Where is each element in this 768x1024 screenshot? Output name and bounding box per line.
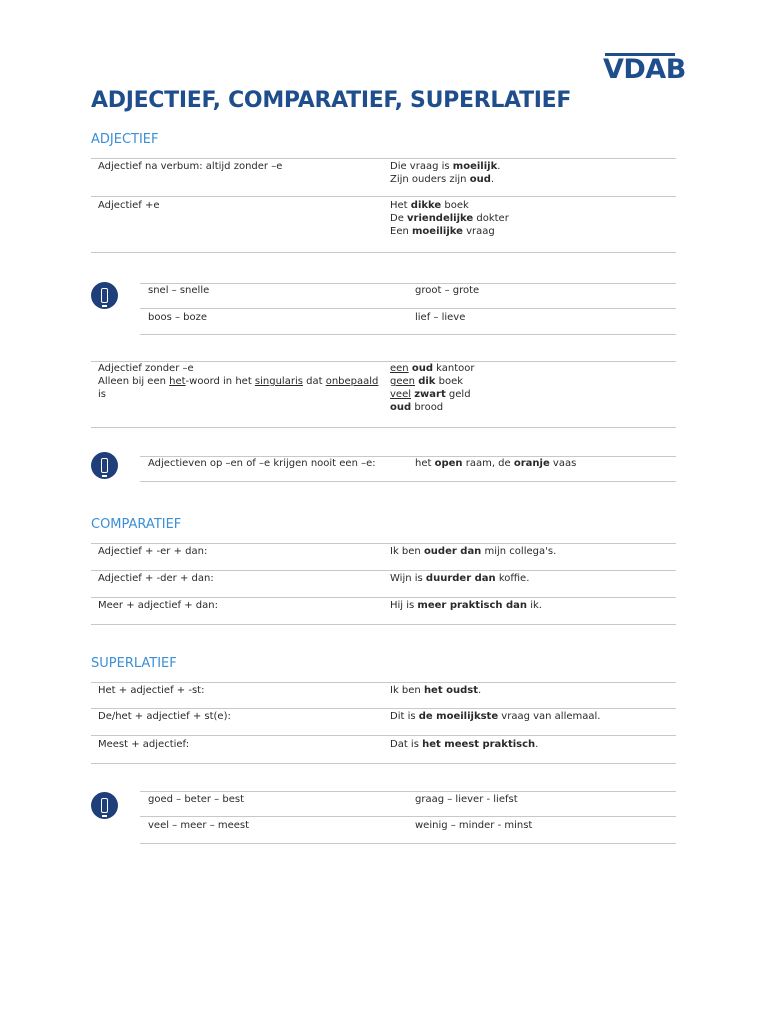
note-item: het open raam, de oranje vaas [415, 458, 577, 469]
table-rule [140, 308, 676, 309]
section-heading-comparatief: COMPARATIEF [91, 517, 182, 532]
table-rule [91, 708, 676, 709]
note-item: snel – snelle [148, 285, 210, 296]
table-rule [91, 570, 676, 571]
example-line: Hij is meer praktisch dan ik. [390, 600, 542, 611]
example-line: geen dik boek [390, 376, 464, 387]
example-line: Een moeilijke vraag [390, 226, 495, 237]
exclamation-icon [91, 452, 118, 479]
rule-text: Adjectief na verbum: altijd zonder –e [98, 161, 283, 172]
rule-text: Alleen bij een het-woord in het singularis dat onbepaald [98, 376, 379, 387]
example-line: oud brood [390, 402, 444, 413]
example-line: Dat is het meest praktisch. [390, 739, 539, 750]
section-heading-adjectief: ADJECTIEF [91, 132, 159, 147]
rule-text: Adjectief zonder –e [98, 363, 194, 374]
table-rule [140, 334, 676, 335]
example-line: De vriendelijke dokter [390, 213, 509, 224]
example-line: Ik ben ouder dan mijn collega's. [390, 546, 557, 557]
rule-text: Adjectief + -er + dan: [98, 546, 208, 557]
example-line: een oud kantoor [390, 363, 475, 374]
example-line: Dit is de moeilijkste vraag van allemaal. [390, 711, 601, 722]
page-title: ADJECTIEF, COMPARATIEF, SUPERLATIEF [91, 88, 572, 113]
table-rule [140, 816, 676, 817]
exclamation-icon [91, 282, 118, 309]
note-item: Adjectieven op –en of –e krijgen nooit een –e: [148, 458, 376, 469]
note-item: graag – liever - liefst [415, 794, 518, 805]
note-item: lief – lieve [415, 312, 466, 323]
rule-text: Het + adjectief + -st: [98, 685, 205, 696]
rule-text: De/het + adjectief + st(e): [98, 711, 231, 722]
table-rule [140, 481, 676, 482]
note-item: weinig – minder - minst [415, 820, 533, 831]
table-rule [91, 543, 676, 544]
table-rule [91, 196, 676, 197]
vdab-logo [603, 53, 686, 87]
section-heading-superlatief: SUPERLATIEF [91, 656, 177, 671]
example-line: Wijn is duurder dan koffie. [390, 573, 530, 584]
rule-text: Meer + adjectief + dan: [98, 600, 218, 611]
table-rule [140, 791, 676, 792]
table-rule [91, 427, 676, 428]
table-rule [140, 843, 676, 844]
example-line: Ik ben het oudst. [390, 685, 482, 696]
example-line: Die vraag is moeilijk. [390, 161, 501, 172]
table-rule [91, 735, 676, 736]
table-rule [91, 158, 676, 159]
table-rule [91, 763, 676, 764]
note-item: goed – beter – best [148, 794, 244, 805]
note-item: boos – boze [148, 312, 208, 323]
example-line: Het dikke boek [390, 200, 469, 211]
note-item: groot – grote [415, 285, 480, 296]
exclamation-icon [91, 792, 118, 819]
example-line: Zijn ouders zijn oud. [390, 174, 495, 185]
table-rule [91, 624, 676, 625]
rule-text: Adjectief +e [98, 200, 160, 211]
logo-text: VDAB [603, 54, 686, 85]
table-rule [91, 597, 676, 598]
rule-text: is [98, 389, 106, 400]
table-rule [140, 283, 676, 284]
note-item: veel – meer – meest [148, 820, 250, 831]
rule-text: Adjectief + -der + dan: [98, 573, 214, 584]
example-line: veel zwart geld [390, 389, 471, 400]
table-rule [91, 682, 676, 683]
rule-text: Meest + adjectief: [98, 739, 190, 750]
table-rule [91, 252, 676, 253]
